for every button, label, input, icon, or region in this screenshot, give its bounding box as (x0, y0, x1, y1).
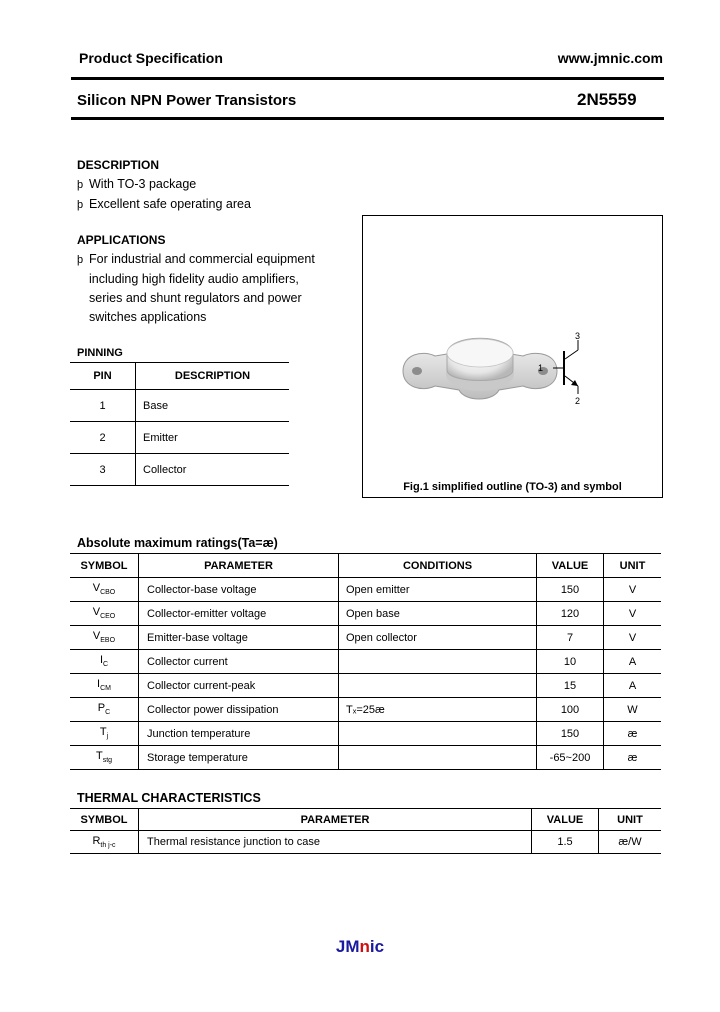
table-row: $I_C$ Collector current 10 A (70, 650, 661, 674)
table-row: $I_{CM}$ Collector current-peak 15 A (70, 674, 661, 698)
table-row: $V_{CEO}$ Collector-emitter voltage Open base 120 V (70, 602, 661, 626)
table-row: 2 Emitter (70, 422, 289, 454)
header-website[interactable]: www.jmnic.com (557, 50, 663, 66)
symbol-column-header: SYMBOL (70, 554, 139, 578)
table-row: 3 Collector (70, 454, 289, 486)
table-row: $V_{CBO}$ Collector-base voltage Open emitter 150 V (70, 578, 661, 602)
conditions-column-header: CONDITIONS (339, 554, 537, 578)
applications-text: þ For industrial and commercial equipment including high fidelity audio amplifiers, series and shunt regulators and power switches applications (77, 252, 315, 324)
header-divider (71, 77, 664, 80)
value-column-header: VALUE (537, 554, 604, 578)
description-item: þ Excellent safe operating area (77, 195, 251, 215)
figure-caption: Fig.1 simplified outline (TO-3) and symbol (403, 481, 622, 493)
npn-transistor-symbol (363, 216, 662, 476)
bullet-icon: þ (77, 254, 84, 266)
ratings-table (70, 553, 661, 770)
parameter-column-header: PARAMETER (139, 554, 339, 578)
applications-heading: APPLICATIONS (77, 233, 166, 247)
collector-pin-label: 3 (575, 331, 581, 341)
part-number: 2N5559 (577, 90, 637, 109)
pin-column-header: PIN (70, 363, 136, 390)
unit-column-header: UNIT (599, 809, 662, 831)
bullet-icon: þ (77, 199, 84, 211)
symbol-column-header: SYMBOL (70, 809, 139, 831)
description-item: þ With TO-3 package (77, 175, 251, 195)
description-list (77, 175, 251, 215)
jmnic-logo: JMnic (335, 937, 385, 956)
figure-box (362, 215, 663, 498)
table-row: $R_{th j-c}$ Thermal resistance junction to case 1.5 æ/W (70, 831, 661, 854)
emitter-pin-label: 2 (575, 396, 581, 406)
table-row: $T_{stg}$ Storage temperature -65~200 æ (70, 746, 661, 770)
ratings-heading: Absolute maximum ratings(Ta=æ) (77, 536, 278, 550)
value-column-header: VALUE (532, 809, 599, 831)
parameter-column-header: PARAMETER (139, 809, 532, 831)
pinning-heading: PINNING (77, 347, 123, 359)
table-row: $T_j$ Junction temperature 150 æ (70, 722, 661, 746)
description-column-header: DESCRIPTION (136, 363, 290, 390)
page-title: Silicon NPN Power Transistors (77, 92, 297, 109)
table-row: 1 Base (70, 390, 289, 422)
table-row: $V_{EBO}$ Emitter-base voltage Open collector 7 V (70, 626, 661, 650)
thermal-table (70, 808, 661, 854)
base-pin-label: 1 (538, 363, 544, 373)
thermal-heading: THERMAL CHARACTERISTICS (77, 791, 261, 805)
bullet-icon: þ (77, 179, 84, 191)
table-row: $P_C$ Collector power dissipation Tₓ=25æ 100 W (70, 698, 661, 722)
unit-column-header: UNIT (604, 554, 662, 578)
title-divider (71, 117, 664, 120)
header-product-spec: Product Specification (79, 50, 223, 66)
description-heading: DESCRIPTION (77, 158, 160, 172)
pinning-table (70, 362, 289, 486)
